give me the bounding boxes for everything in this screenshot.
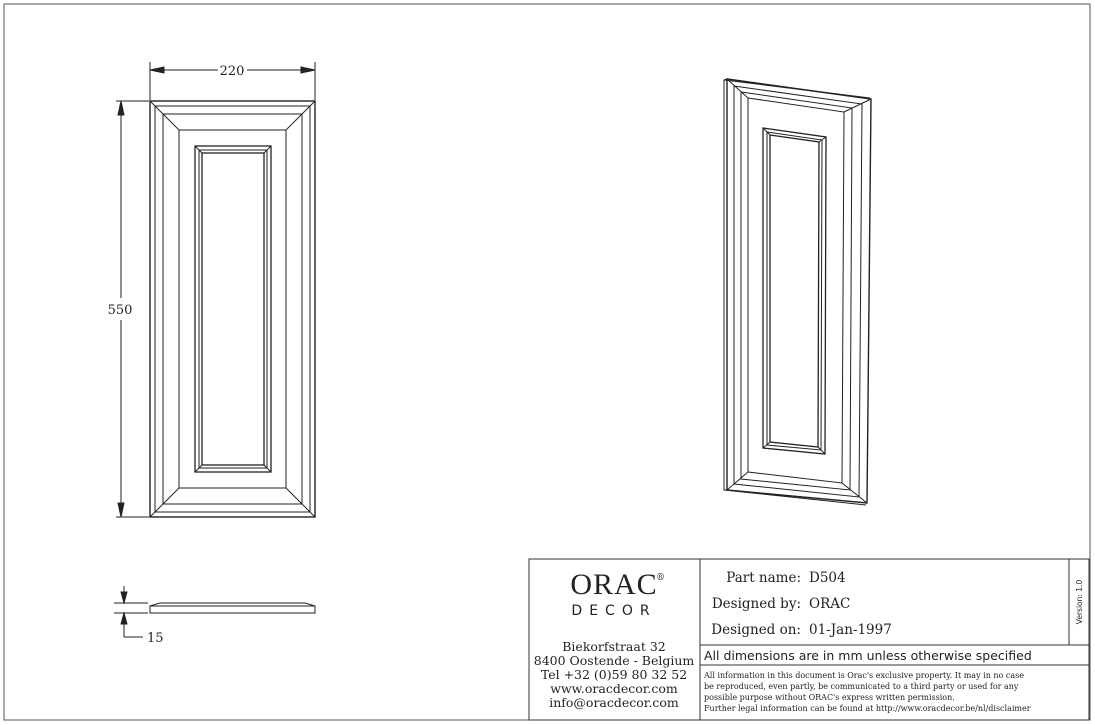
height-label: 550 bbox=[107, 303, 133, 318]
thickness-label: 15 bbox=[147, 631, 164, 646]
legal-line: possible purpose without ORAC's express written permission. bbox=[704, 693, 955, 702]
designed-by-value: ORAC bbox=[809, 596, 851, 612]
company-website[interactable]: www.oracdecor.com bbox=[550, 681, 678, 696]
designed-by-label: Designed by: bbox=[711, 596, 801, 612]
isometric-view bbox=[724, 79, 871, 505]
side-profile bbox=[150, 603, 315, 613]
company-address-street: Biekorfstraat 32 bbox=[562, 639, 666, 654]
designed-on-label: Designed on: bbox=[711, 622, 801, 638]
legal-line: Further legal information can be found at http://www.oracdecor.be/nl/disclaimer bbox=[704, 704, 1031, 713]
version-label: Version: 1.0 bbox=[1075, 579, 1084, 625]
part-name-label: Part name: bbox=[726, 570, 801, 586]
width-label: 220 bbox=[219, 64, 245, 79]
thickness-dimension bbox=[114, 586, 148, 637]
decor-logo: DECOR bbox=[571, 603, 657, 619]
part-name-value: D504 bbox=[809, 570, 846, 586]
legal-line: All information in this document is Orac's exclusive property. It may in no case bbox=[704, 671, 1024, 680]
company-email[interactable]: info@oracdecor.com bbox=[549, 695, 679, 710]
units-note: All dimensions are in mm unless otherwise specified bbox=[704, 648, 1032, 663]
registered-mark: ® bbox=[656, 573, 665, 583]
designed-on-value: 01-Jan-1997 bbox=[809, 622, 892, 638]
company-address-city: 8400 Oostende - Belgium bbox=[533, 653, 695, 668]
orac-logo: ORAC bbox=[570, 568, 658, 601]
legal-line: be reproduced, even partly, be communicated to a third party or used for any bbox=[704, 682, 1019, 691]
company-tel: Tel +32 (0)59 80 32 52 bbox=[540, 667, 688, 682]
front-view bbox=[150, 101, 315, 517]
